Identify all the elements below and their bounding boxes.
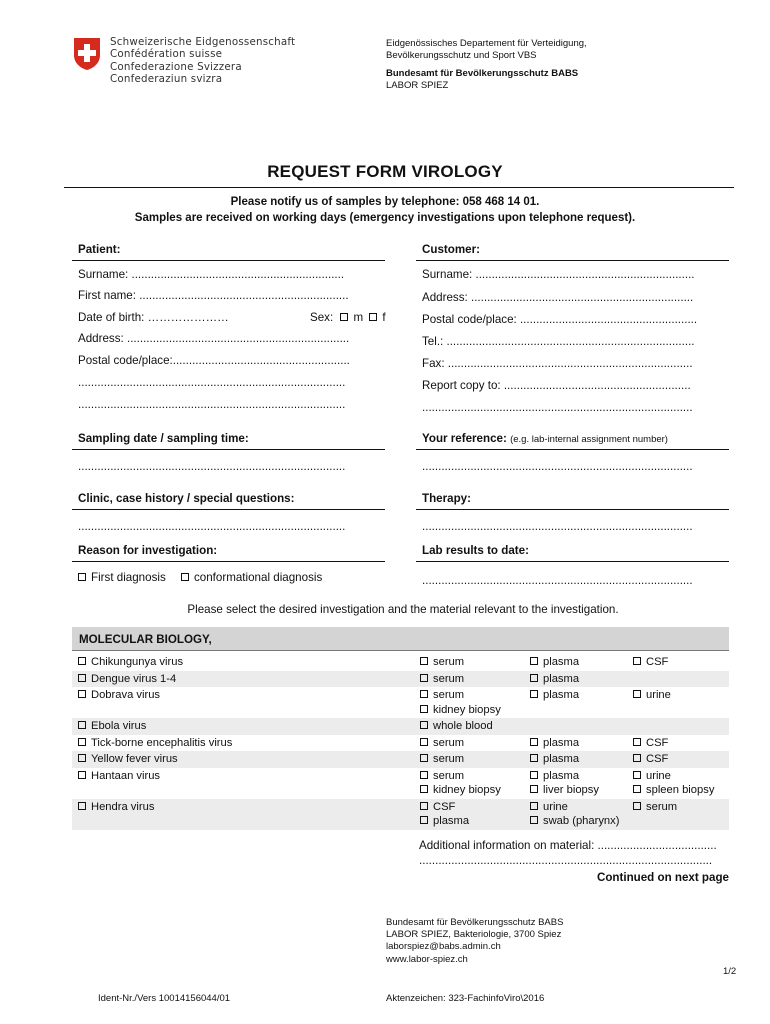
table-row	[72, 735, 729, 752]
footer-website[interactable]: www.labor-spiez.ch	[386, 953, 468, 965]
customer-blank-field[interactable]: ....................................................................................	[422, 401, 693, 414]
first-diagnosis-checkbox[interactable]	[78, 573, 86, 581]
first-diagnosis-label: First diagnosis	[91, 571, 166, 584]
option-label: Dobrava virus	[91, 689, 161, 701]
option-checkbox[interactable]	[420, 721, 428, 729]
option	[420, 814, 469, 829]
option	[78, 736, 232, 751]
option	[420, 719, 493, 734]
option	[633, 769, 671, 784]
option-label: whole blood	[433, 720, 493, 732]
reference-rule	[416, 449, 729, 450]
option-label: plasma	[543, 736, 580, 749]
option-checkbox[interactable]	[530, 754, 538, 762]
office-name: Bundesamt für Bevölkerungsschutz BABS	[386, 68, 579, 79]
option-checkbox[interactable]	[78, 771, 86, 779]
option-checkbox[interactable]	[420, 785, 428, 793]
option-label: swab (pharynx)	[543, 815, 620, 827]
option-checkbox[interactable]	[633, 690, 641, 698]
option-label: CSF	[646, 656, 669, 668]
option-label: Tick-borne encephalitis virus	[91, 736, 233, 749]
option-checkbox[interactable]	[633, 754, 641, 762]
customer-rule	[416, 260, 729, 261]
confederation-line: Confederaziun svizra	[110, 73, 223, 86]
option	[420, 672, 464, 687]
option-label: serum	[646, 800, 678, 813]
option-checkbox[interactable]	[420, 674, 428, 682]
option-label: plasma	[543, 672, 580, 685]
option	[530, 736, 579, 751]
option-checkbox[interactable]	[633, 657, 641, 665]
therapy-field[interactable]: ....................................................................................	[422, 520, 693, 533]
option	[420, 688, 464, 703]
table-row	[72, 799, 729, 830]
option-label: Hendra virus	[91, 800, 155, 813]
option-checkbox[interactable]	[420, 705, 428, 713]
customer-postal-field[interactable]: Postal code/place: .......................................................	[422, 313, 698, 326]
additional-info-field[interactable]: Additional information on material: .....................................	[419, 839, 717, 852]
department-line: Bevölkerungsschutz und Sport VBS	[386, 50, 537, 61]
option	[420, 655, 464, 670]
option-label: Hantaan virus	[91, 769, 161, 782]
option-label: Dengue virus 1-4	[91, 672, 177, 685]
option	[78, 752, 178, 767]
sex-f-label: f	[382, 311, 386, 324]
patient-sex-field	[310, 311, 386, 324]
option	[78, 688, 160, 703]
lab-results-rule	[416, 561, 729, 562]
continued-note: Continued on next page	[596, 871, 729, 884]
clinic-field[interactable]: ...................................................................................	[78, 520, 346, 533]
option-label: Chikungunya virus	[91, 656, 184, 668]
footer-address	[386, 917, 563, 966]
confederation-line: Confederazione Svizzera	[110, 60, 242, 73]
sex-m-label: m	[353, 311, 364, 324]
option-label: kidney biopsy	[433, 703, 501, 716]
patient-blank-field[interactable]: ...................................................................................	[78, 376, 346, 389]
option-checkbox[interactable]	[530, 816, 538, 824]
option-checkbox[interactable]	[420, 816, 428, 824]
confederation-line: Confédération suisse	[110, 48, 223, 61]
option-checkbox[interactable]	[530, 674, 538, 682]
option-label: kidney biopsy	[433, 784, 501, 796]
option-label: plasma	[433, 815, 470, 827]
notice-line-2: Samples are received on working days (emergency investigations upon telephone request).	[134, 212, 636, 224]
reason-rule	[72, 561, 385, 562]
sampling-rule	[72, 449, 385, 450]
customer-tel-field[interactable]: Tel.: .............................................................................	[422, 335, 695, 348]
option	[420, 752, 464, 767]
option-checkbox[interactable]	[633, 785, 641, 793]
table-row	[72, 687, 729, 718]
footer-address-line: Bundesamt für Bevölkerungsschutz BABS	[386, 917, 564, 928]
table-row	[72, 768, 729, 799]
customer-heading: Customer:	[422, 243, 480, 256]
lab-results-field[interactable]: ....................................................................................	[422, 574, 693, 587]
reason-heading: Reason for investigation:	[78, 544, 218, 557]
option-checkbox[interactable]	[420, 690, 428, 698]
option-checkbox[interactable]	[78, 674, 86, 682]
therapy-rule	[416, 509, 729, 510]
option	[530, 688, 579, 703]
option-label: CSF	[646, 736, 669, 749]
patient-first-name-field[interactable]: First name: .................................................................	[78, 289, 349, 302]
option-checkbox[interactable]	[420, 738, 428, 746]
option	[530, 655, 579, 670]
option-label: spleen biopsy	[646, 784, 715, 796]
sampling-field[interactable]: ...................................................................................	[78, 460, 346, 473]
patient-blank-field[interactable]: ...................................................................................	[78, 398, 346, 411]
footer-email[interactable]: laborspiez@babs.admin.ch	[386, 941, 501, 953]
option	[420, 800, 455, 815]
confederation-line: Schweizerische Eidgenossenschaft	[110, 36, 296, 48]
option	[78, 672, 176, 687]
notice-line-1: Please notify us of samples by telephone: 058 468 14 01.	[230, 196, 540, 208]
option-label: serum	[433, 672, 465, 685]
option-label: serum	[433, 689, 465, 701]
reference-field[interactable]: ....................................................................................	[422, 460, 693, 473]
option-label: CSF	[433, 800, 456, 813]
option	[78, 719, 146, 734]
confirmational-diagnosis-label: conformational diagnosis	[193, 571, 323, 584]
aktenzeichen: Aktenzeichen: 323-FachinfoViro\2016	[386, 993, 545, 1004]
department-line: Eidgenössisches Departement für Verteidigung,	[386, 38, 587, 49]
option	[633, 783, 714, 798]
option-label: plasma	[543, 769, 580, 782]
option-checkbox[interactable]	[420, 802, 428, 810]
sex-label: Sex:	[310, 311, 334, 324]
option-label: plasma	[543, 689, 580, 701]
option-checkbox[interactable]	[78, 657, 86, 665]
option	[530, 783, 599, 798]
option-checkbox[interactable]	[530, 771, 538, 779]
option-checkbox[interactable]	[530, 690, 538, 698]
molecular-biology-header	[72, 627, 729, 651]
option-checkbox[interactable]	[530, 657, 538, 665]
reference-heading: Your reference: (e.g. lab-internal assignment number)	[422, 432, 668, 445]
option-label: plasma	[543, 656, 580, 668]
department-block	[386, 38, 587, 92]
option	[633, 800, 677, 815]
form-title: REQUEST FORM VIROLOGY	[267, 162, 503, 181]
selection-instruction: Please select the desired investigation and the material relevant to the investigation.	[187, 603, 619, 616]
additional-info-field-2[interactable]: ...........................................................................................	[419, 854, 713, 867]
patient-heading: Patient:	[78, 243, 121, 256]
option-checkbox[interactable]	[633, 738, 641, 746]
table-row	[72, 671, 729, 688]
option-checkbox[interactable]	[420, 754, 428, 762]
option	[633, 752, 668, 767]
option-label: CSF	[646, 753, 669, 765]
option-label: serum	[433, 656, 465, 668]
reason-options	[78, 571, 322, 584]
footer-address-line: LABOR SPIEZ, Bakteriologie, 3700 Spiez	[386, 929, 562, 941]
patient-address-field[interactable]: Address: .....................................................................	[78, 332, 350, 345]
swiss-cross-icon	[72, 37, 102, 71]
option-checkbox[interactable]	[78, 738, 86, 746]
option	[420, 783, 501, 798]
customer-address-field[interactable]: Address: .....................................................................	[422, 291, 694, 304]
table-row	[72, 751, 729, 768]
patient-dob-field[interactable]: Date of birth: …………………	[78, 311, 229, 324]
clinic-heading: Clinic, case history / special questions:	[78, 492, 295, 505]
option-checkbox[interactable]	[530, 802, 538, 810]
option	[530, 752, 579, 767]
option	[420, 736, 464, 751]
table-row	[72, 654, 729, 671]
option	[530, 814, 619, 829]
lab-results-heading: Lab results to date:	[422, 544, 529, 557]
option-checkbox[interactable]	[78, 721, 86, 729]
sex-m-checkbox[interactable]	[340, 313, 348, 321]
report-copy-field[interactable]: Report copy to: ..........................................................	[422, 379, 691, 392]
option-label: serum	[433, 736, 465, 749]
sex-f-checkbox[interactable]	[369, 313, 377, 321]
option-checkbox[interactable]	[530, 738, 538, 746]
option-label: liver biopsy	[543, 784, 599, 796]
option	[78, 769, 160, 784]
patient-postal-field[interactable]: Postal code/place:.......................................................	[78, 354, 350, 367]
option	[420, 703, 501, 718]
option-label: Ebola virus	[91, 720, 147, 732]
confederation-name	[110, 36, 295, 86]
lab-name: LABOR SPIEZ	[386, 80, 449, 91]
title-rule	[64, 187, 734, 188]
customer-surname-field[interactable]: Surname: ....................................................................	[422, 268, 695, 281]
option	[78, 655, 183, 670]
option	[420, 769, 464, 784]
sampling-heading: Sampling date / sampling time:	[78, 432, 249, 445]
clinic-rule	[72, 509, 385, 510]
option-checkbox[interactable]	[78, 690, 86, 698]
option-checkbox[interactable]	[420, 771, 428, 779]
option-label: Yellow fever virus	[91, 753, 178, 765]
option-checkbox[interactable]	[78, 802, 86, 810]
table-row	[72, 718, 729, 735]
option-checkbox[interactable]	[420, 657, 428, 665]
option-checkbox[interactable]	[530, 785, 538, 793]
option-label: urine	[646, 689, 671, 701]
molecular-biology-heading: MOLECULAR BIOLOGY,	[79, 633, 212, 646]
option	[633, 655, 668, 670]
patient-rule	[72, 260, 385, 261]
option	[633, 736, 668, 751]
therapy-heading: Therapy:	[422, 492, 471, 505]
option-label: plasma	[543, 753, 580, 765]
reference-note: (e.g. lab-internal assignment number)	[510, 434, 668, 445]
option-label: serum	[433, 753, 465, 765]
option-label: urine	[646, 769, 671, 782]
option-checkbox[interactable]	[633, 771, 641, 779]
option	[633, 688, 671, 703]
option-checkbox[interactable]	[633, 802, 641, 810]
notice	[0, 194, 770, 226]
ident-number: Ident-Nr./Vers 10014156044/01	[98, 993, 231, 1004]
customer-fax-field[interactable]: Fax: ............................................................................	[422, 357, 693, 370]
confirmational-diagnosis-checkbox[interactable]	[181, 573, 189, 581]
page-number: 1/2	[723, 966, 737, 977]
option	[78, 800, 154, 815]
patient-surname-field[interactable]: Surname: ..................................................................	[78, 268, 345, 281]
option-label: urine	[543, 800, 568, 813]
option	[530, 800, 568, 815]
option-label: serum	[433, 769, 465, 782]
option	[530, 769, 579, 784]
option	[530, 672, 579, 687]
option-checkbox[interactable]	[78, 754, 86, 762]
